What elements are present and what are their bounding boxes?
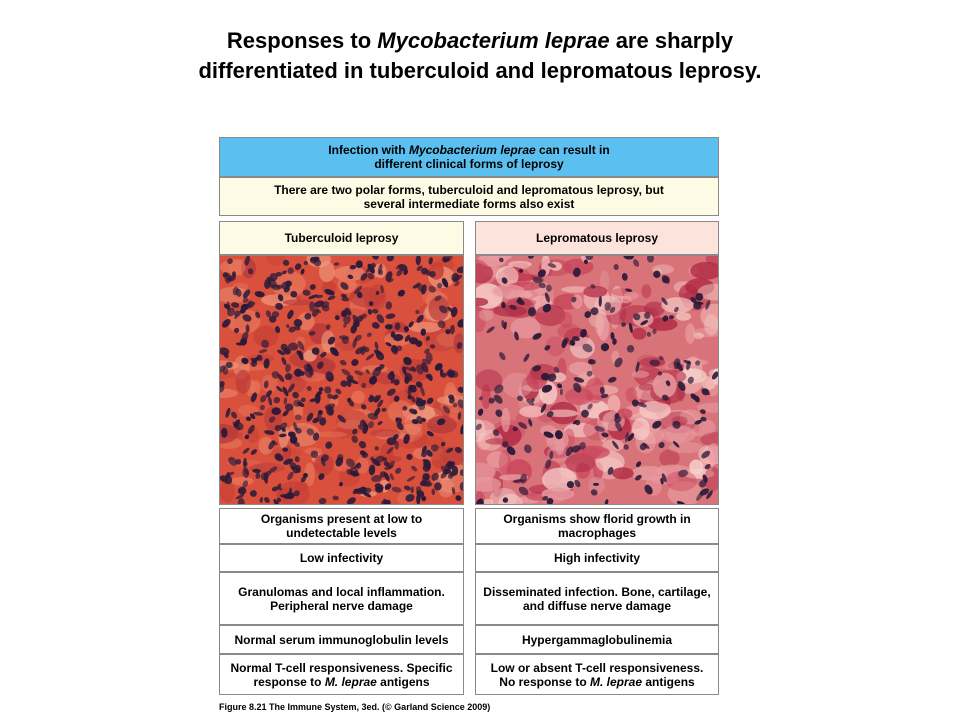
tuberculoid-row-inflammation: Granulomas and local inflammation. Peripheral nerve damage <box>219 572 464 625</box>
infection-header: Infection with Mycobacterium leprae can result in different clinical forms of leprosy <box>219 137 719 177</box>
polar-forms-row: There are two polar forms, tuberculoid and lepromatous leprosy, but several intermediate forms also exist <box>219 177 719 216</box>
lepromatous-header: Lepromatous leprosy <box>475 221 719 255</box>
figure-caption: Figure 8.21 The Immune System, 3ed. (© Garland Science 2009) <box>219 702 491 712</box>
tuberculoid-tissue-image <box>220 256 463 504</box>
lepromatous-row-infectivity: High infectivity <box>475 544 719 572</box>
tuberculoid-row-infectivity: Low infectivity <box>219 544 464 572</box>
slide-title: Responses to Mycobacterium leprae are sharply differentiated in tuberculoid and lepromatous leprosy. <box>198 28 762 83</box>
tuberculoid-micrograph <box>219 255 464 505</box>
lepromatous-micrograph <box>475 255 719 505</box>
tuberculoid-row-organisms: Organisms present at low to undetectable levels <box>219 508 464 544</box>
tuberculoid-row-tcell: Normal T-cell responsiveness. Specific response to M. leprae antigens <box>219 654 464 695</box>
lepromatous-row-tcell: Low or absent T-cell responsiveness. No response to M. leprae antigens <box>475 654 719 695</box>
lepromatous-row-dissemination: Disseminated infection. Bone, cartilage, and diffuse nerve damage <box>475 572 719 625</box>
leprosy-figure <box>219 137 719 697</box>
lepromatous-row-organisms: Organisms show florid growth in macrophages <box>475 508 719 544</box>
tuberculoid-header: Tuberculoid leprosy <box>219 221 464 255</box>
tuberculoid-row-immunoglobulin: Normal serum immunoglobulin levels <box>219 625 464 654</box>
lepromatous-tissue-image <box>476 256 718 504</box>
lepromatous-row-immunoglobulin: Hypergammaglobulinemia <box>475 625 719 654</box>
